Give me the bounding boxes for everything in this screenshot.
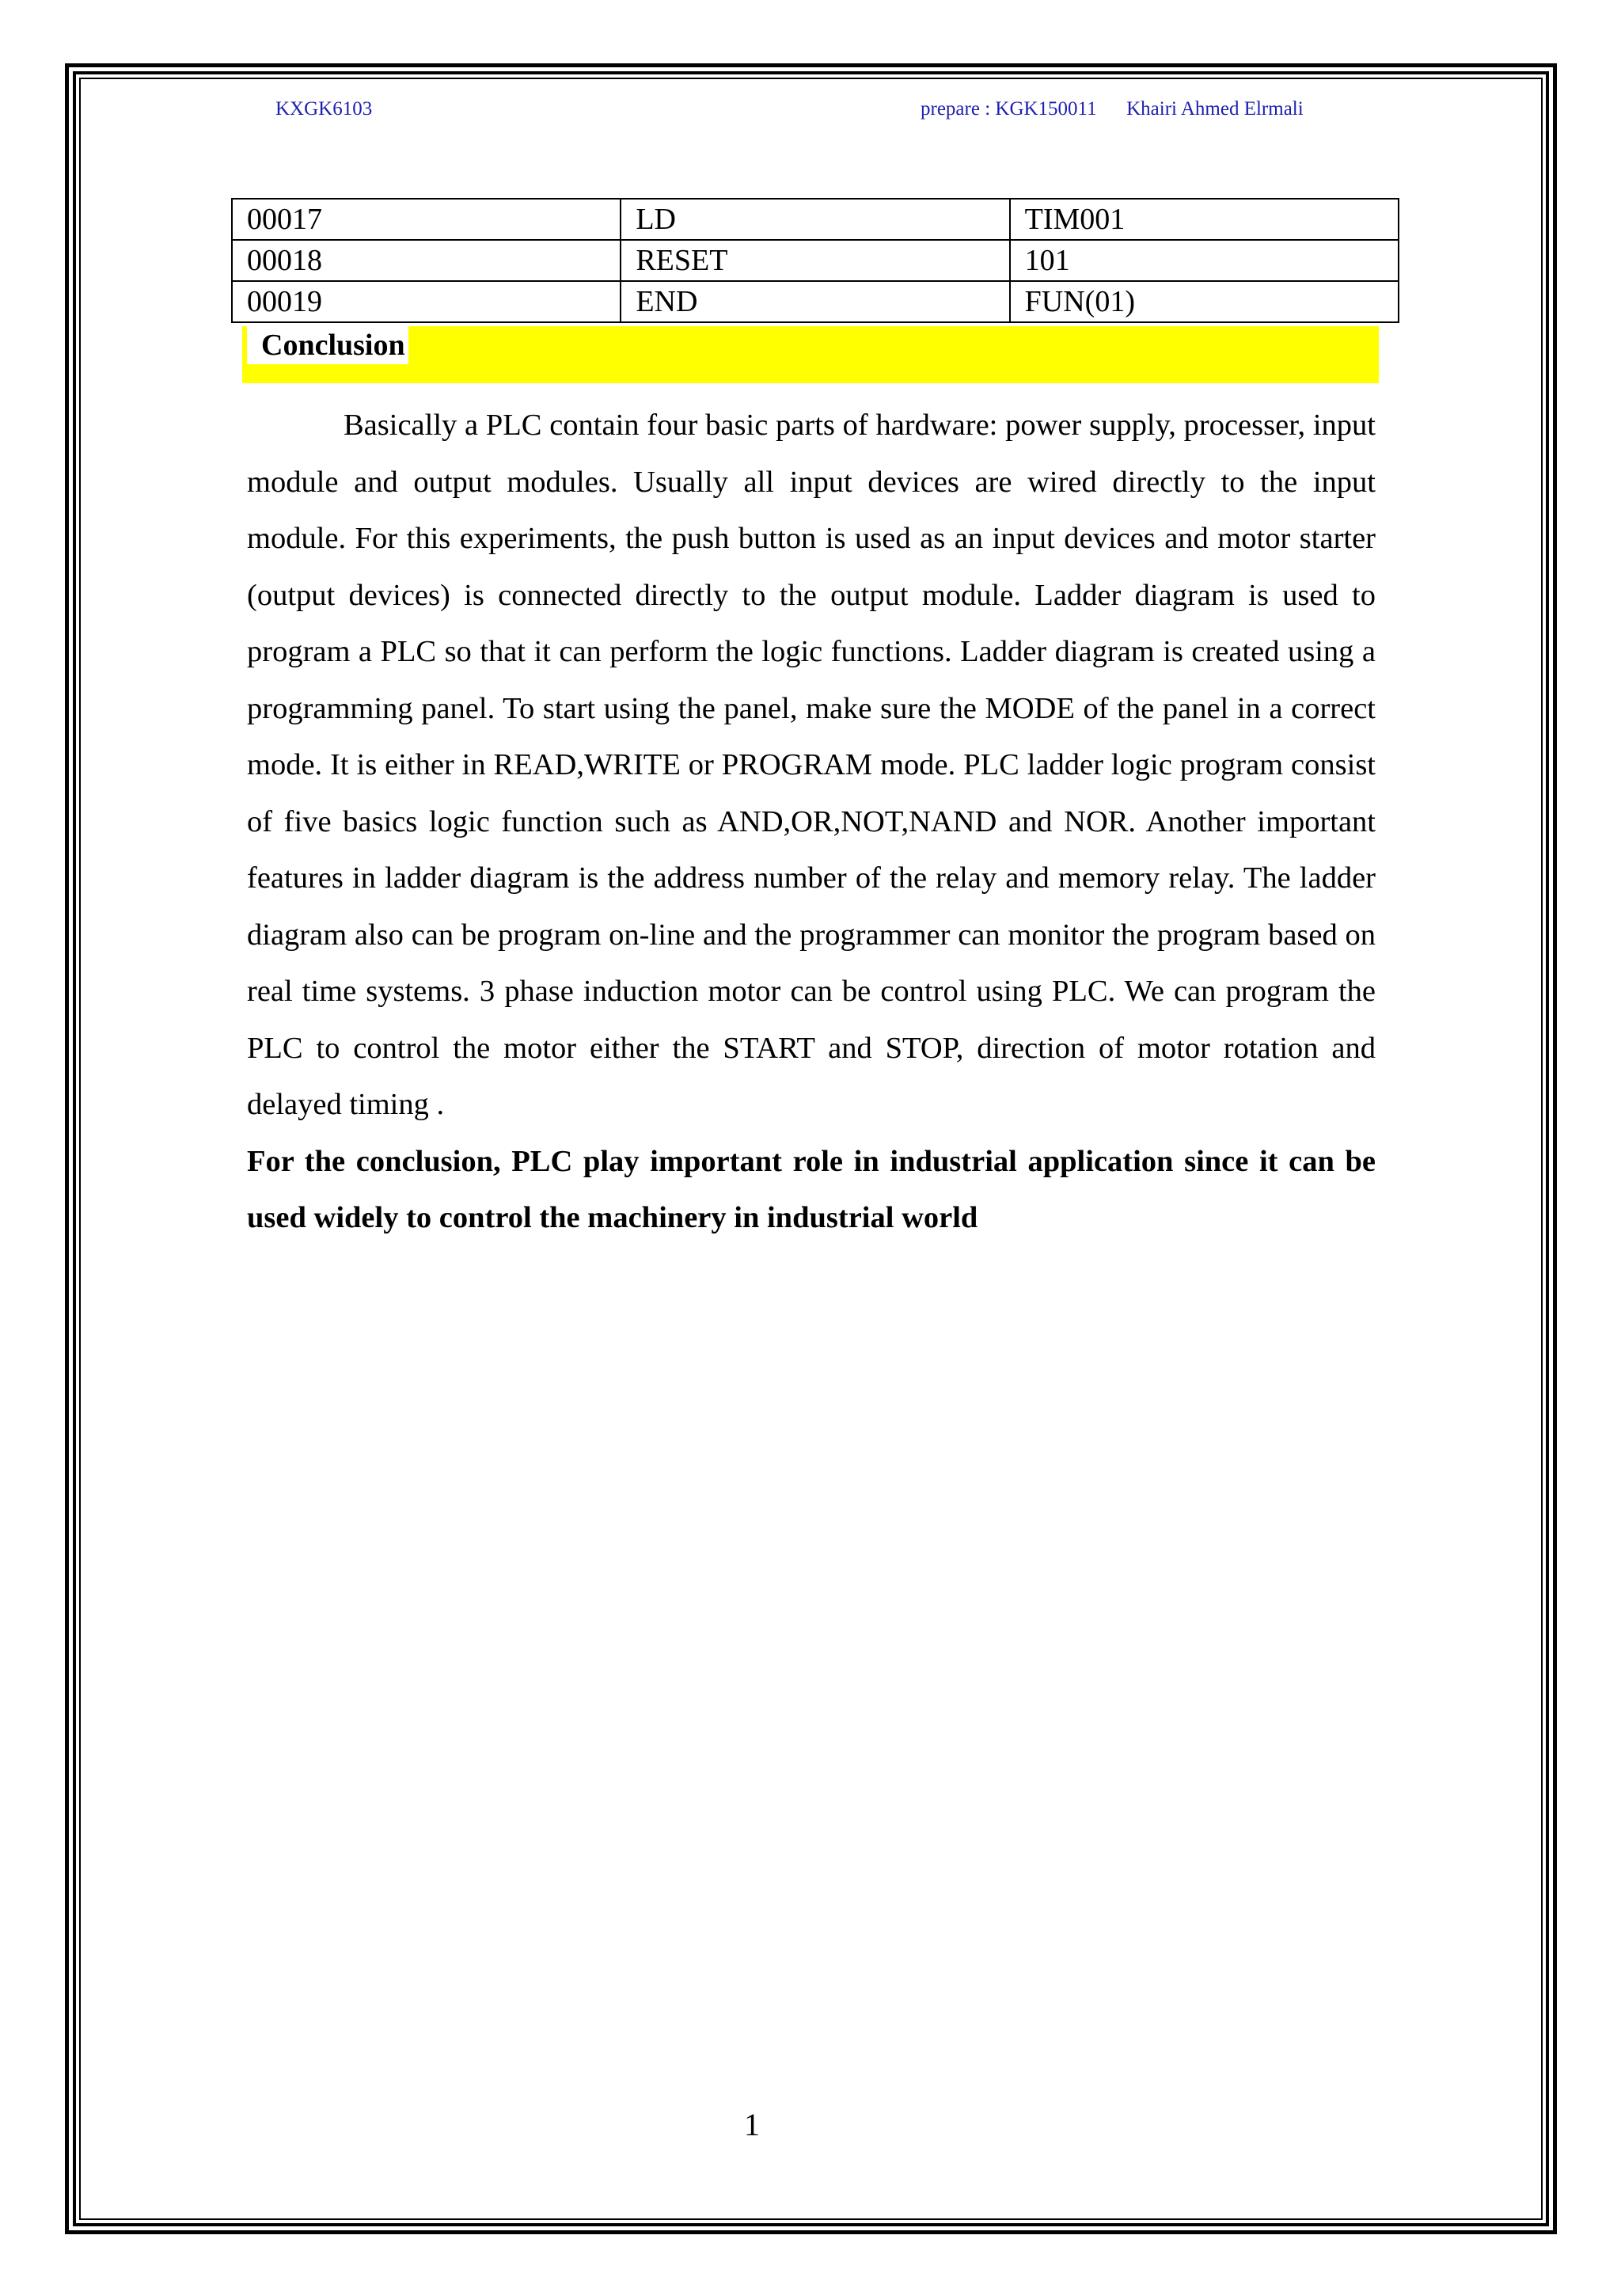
section-body — [247, 397, 1376, 1247]
table-cell-instruction: END — [621, 281, 1009, 322]
table-cell-instruction: LD — [621, 199, 1009, 240]
page-number: 1 — [744, 2107, 760, 2142]
body-paragraph: Basically a PLC contain four basic parts of hardware: power supply, processer, input module and output modules. Usually all input devices are wired directly to the input module. For this experiments, the push button is used as an input devices and motor starter (output devices) is connected directly to the output module. Ladder diagram is used to program a PLC so that it can perform the logic functions. Ladder diagram is created using a programming panel. To start using the panel, make sure the MODE of the panel in a correct mode. It is either in READ,WRITE or PROGRAM mode. PLC ladder logic program consist of five basics logic function such as AND,OR,NOT,NAND and NOR. Another important features in ladder diagram is the address number of the relay and memory relay. The ladder diagram also can be program on-line and the programmer can monitor the program based on real time systems. 3 phase induction motor can be control using PLC. We can program the PLC to control the motor either the START and STOP, direction of motor rotation and delayed timing . — [247, 409, 1376, 1121]
table-row — [232, 281, 1399, 322]
conclusion-statement: For the conclusion, PLC play important role in industrial application since it can be used widely to control the machinery in industrial world — [247, 1144, 1376, 1234]
instruction-table — [231, 198, 1399, 323]
table-cell-step: 00017 — [232, 199, 621, 240]
table-cell-operand: TIM001 — [1010, 199, 1399, 240]
table-row — [232, 199, 1399, 240]
table-cell-operand: 101 — [1010, 240, 1399, 281]
header-course-code: KXGK6103 — [275, 98, 373, 120]
header-prepared-by: prepare : KGK150011 Khairi Ahmed Elrmali — [921, 98, 1304, 120]
table-cell-instruction: RESET — [621, 240, 1009, 281]
section-highlight-bar — [242, 326, 1379, 383]
table-cell-operand: FUN(01) — [1010, 281, 1399, 322]
table-cell-step: 00018 — [232, 240, 621, 281]
table-cell-step: 00019 — [232, 281, 621, 322]
section-heading: Conclusion — [247, 326, 408, 364]
table-row — [232, 240, 1399, 281]
